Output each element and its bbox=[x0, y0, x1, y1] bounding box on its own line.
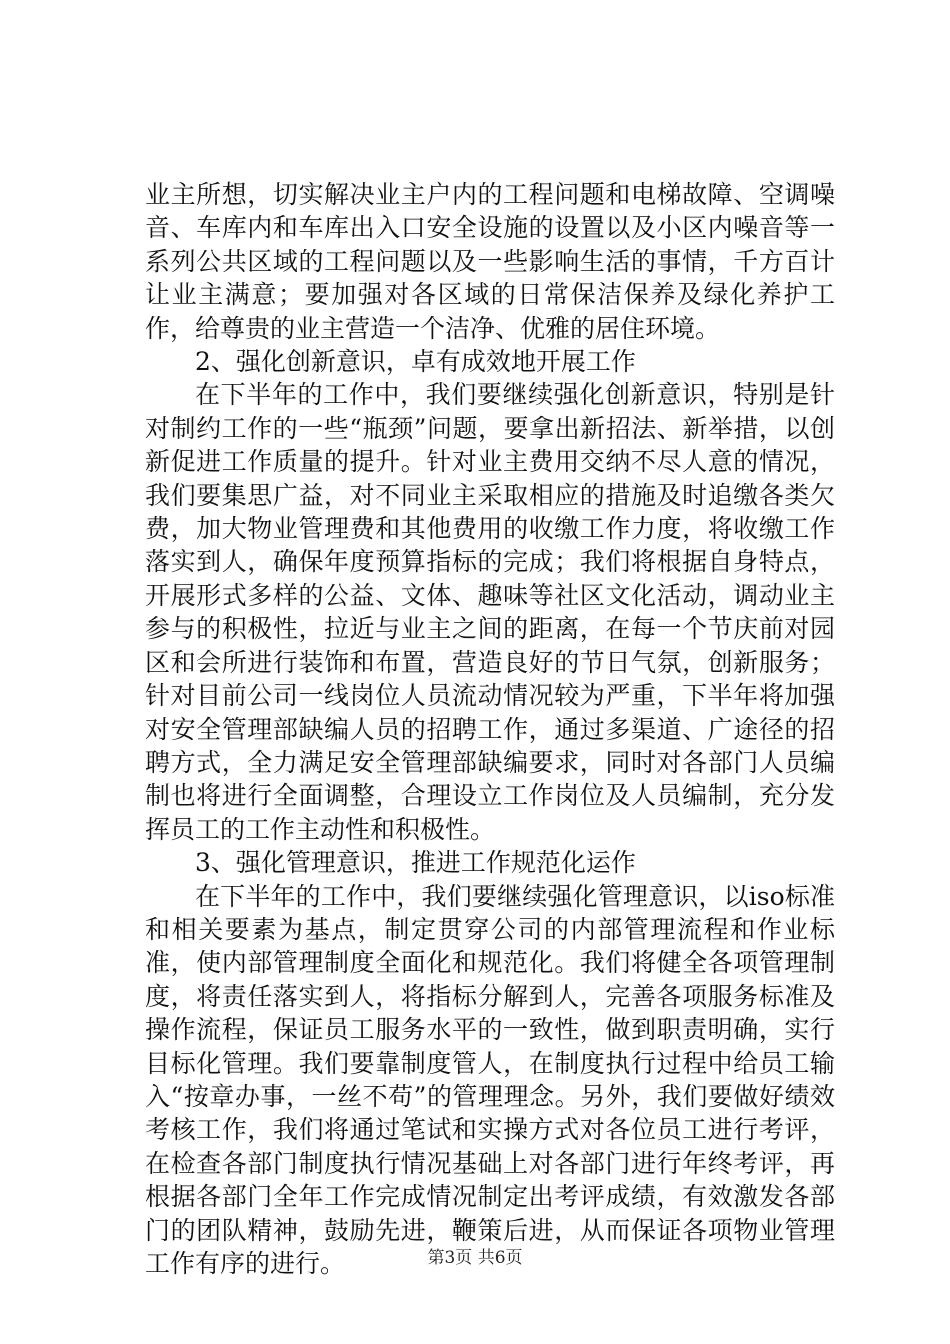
paragraph-management: 在下半年的工作中，我们要继续强化管理意识，以iso标准和相关要素为基点，制定贯穿公司的内部管理流程和作业标准，使内部管理制度全面化和规范化。我们将健全各项管理制度，将责任落实到人，将指标分解到人，完善各项服务标准及操作流程，保证员工服务水平的一致性，做到职责明确，实行目标化管理。我们要靠制度管人，在制度执行过程中给员工输入“按章办事，一丝不苟”的管理理念。另外，我们要做好绩效考核工作，我们将通过笔试和实操方式对各位员工进行考评，在检查各部门制度执行情况基础上对各部门进行年终考评，再根据各部门全年工作完成情况制定出考评成绩，有效激发各部门的团队精神，鼓励先进，鞭策后进，从而保证各项物业管理工作有序的进行。 bbox=[145, 881, 835, 1278]
section-heading-innovation: 2、强化创新意识，卓有成效地开展工作 bbox=[195, 347, 636, 377]
paragraph-continuation: 业主所想，切实解决业主户内的工程问题和电梯故障、空调噪音、车库内和车库出入口安全设施的设置以及小区内噪音等一系列公共区域的工程问题以及一些影响生活的事情，千方百计让业主满意；要加强对各区域的日常保洁保养及绿化养护工作，给尊贵的业主营造一个洁净、优雅的居住环境。 bbox=[145, 180, 835, 343]
page-number-footer: 第3页 共6页 bbox=[427, 1248, 523, 1268]
paragraph-innovation: 在下半年的工作中，我们要继续强化创新意识，特别是针对制约工作的一些“瓶颈”问题，要拿出新招法、新举措，以创新促进工作质量的提升。针对业主费用交纳不尽人意的情况，我们要集思广益，对不同业主采取相应的措施及时追缴各类欠费，加大物业管理费和其他费用的收缴工作力度，将收缴工作落实到人，确保年度预算指标的完成；我们将根据自身特点，开展形式多样的公益、文体、趣味等社区文化活动，调动业主参与的积极性，拉近与业主之间的距离，在每一个节庆前对园区和会所进行装饰和布置，营造良好的节日气氛，创新服务；针对目前公司一线岗位人员流动情况较为严重，下半年将加强对安全管理部缺编人员的招聘工作，通过多渠道、广途径的招聘方式，全力满足安全管理部缺编要求，同时对各部门人员编制也将进行全面调整，合理设立工作岗位及人员编制，充分发挥员工的工作主动性和积极性。 bbox=[145, 380, 835, 844]
section-heading-management: 3、强化管理意识，推进工作规范化运作 bbox=[195, 848, 636, 878]
document-body bbox=[145, 178, 835, 1280]
